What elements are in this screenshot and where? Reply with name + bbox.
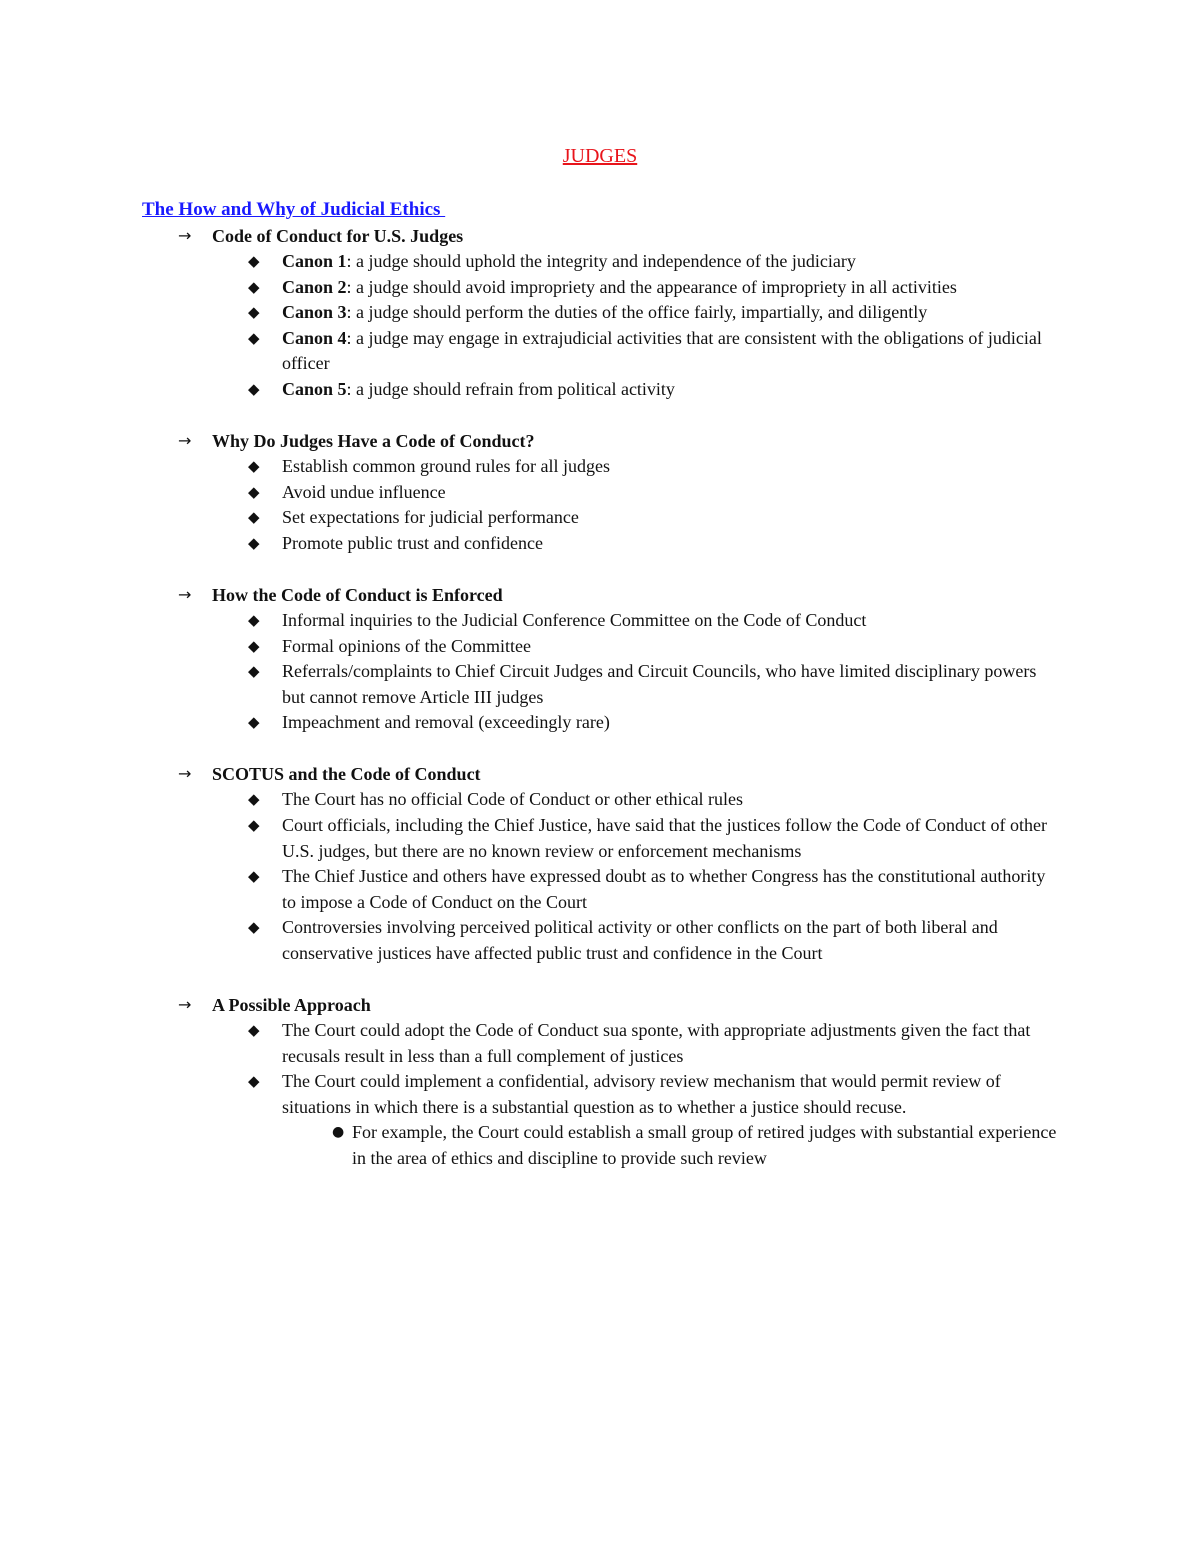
section-label [142, 223, 1062, 249]
diamond-bullet-icon: ◆ [248, 482, 260, 501]
list-item-text: Court officials, including the Chief Justice, have said that the justices follow the Code of Conduct of other U.S. judges, but there are no known review or enforcement mechanisms [282, 815, 1048, 861]
list-item-label: Canon 4 [282, 327, 347, 348]
diamond-bullet-icon: ◆ [248, 303, 260, 322]
list-item-text: Establish common ground rules for all judges [282, 456, 610, 477]
list-item [142, 275, 1062, 301]
section-label [142, 582, 1062, 608]
arrow-right-icon: → [178, 431, 192, 451]
list-item [142, 454, 1062, 480]
list-item-text: Informal inquiries to the Judicial Conference Committee on the Code of Conduct [282, 609, 867, 630]
diamond-bullet-icon: ◆ [248, 328, 260, 347]
diamond-bullet-icon: ◆ [248, 379, 260, 398]
list-item [142, 659, 1062, 710]
list-item-text: : a judge should refrain from political activity [346, 378, 675, 399]
list-item [142, 864, 1062, 915]
sub-list-item [142, 1120, 1062, 1171]
list-item [142, 249, 1062, 275]
diamond-bullet-icon: ◆ [248, 457, 260, 476]
diamond-bullet-icon: ◆ [248, 713, 260, 732]
section-label [142, 428, 1062, 454]
section-label-text: Why Do Judges Have a Code of Conduct? [212, 431, 535, 452]
list-item [142, 505, 1062, 531]
section-label-text: How the Code of Conduct is Enforced [212, 584, 503, 605]
outline-section [142, 428, 1062, 556]
arrow-right-icon: → [178, 584, 192, 604]
section-label [142, 992, 1062, 1018]
list-item [142, 480, 1062, 506]
arrow-right-icon: → [178, 226, 192, 245]
list-item [142, 300, 1062, 326]
list-item-text: The Court has no official Code of Conduct or other ethical rules [282, 789, 744, 810]
list-item [142, 813, 1062, 864]
outline-section [142, 223, 1062, 403]
arrow-right-icon: → [178, 995, 192, 1015]
dot-bullet-icon: ● [332, 1124, 345, 1141]
list-item-text: The Court could implement a confidential, advisory review mechanism that would permit review of situations in which there is a substantial question as to whether a justice should recuse. [282, 1071, 1001, 1117]
diamond-bullet-icon: ◆ [248, 277, 260, 296]
list-item [142, 326, 1062, 377]
diamond-bullet-icon: ◆ [248, 533, 260, 552]
outline-section [142, 761, 1062, 966]
list-item-text: Referrals/complaints to Chief Circuit Judges and Circuit Councils, who have limited disciplinary powers but cannot remove Article III judges [282, 661, 1037, 707]
section-label-text: A Possible Approach [212, 995, 371, 1016]
list-item [142, 531, 1062, 557]
list-item-text: : a judge may engage in extrajudicial activities that are consistent with the obligations of judicial officer [282, 327, 1042, 374]
list-item-text: : a judge should avoid impropriety and the appearance of impropriety in all activities [346, 276, 957, 297]
outline-list [142, 223, 1062, 1172]
list-item-text: Impeachment and removal (exceedingly rare) [282, 712, 610, 733]
list-item-text: Controversies involving perceived political activity or other conflicts on the part of both liberal and conservative justices have affected public trust and confidence in the Court [282, 917, 998, 963]
list-item-text: : a judge should uphold the integrity and independence of the judiciary [346, 251, 856, 271]
diamond-bullet-icon: ◆ [248, 918, 260, 937]
diamond-bullet-icon: ◆ [248, 508, 260, 527]
list-item-label: Canon 1 [282, 251, 347, 271]
list-item [142, 1018, 1062, 1069]
diamond-bullet-icon: ◆ [248, 662, 260, 681]
list-item-text: The Chief Justice and others have expressed doubt as to whether Congress has the constitutional authority to impose a Code of Conduct on the Court [282, 866, 1046, 912]
list-item-text: : a judge should perform the duties of the office fairly, impartially, and diligently [346, 302, 928, 323]
list-item [142, 915, 1062, 966]
section-heading-link[interactable]: The How and Why of Judicial Ethics [142, 199, 446, 220]
list-item [142, 1069, 1062, 1120]
diamond-bullet-icon: ◆ [248, 1021, 260, 1040]
diamond-bullet-icon: ◆ [248, 1072, 260, 1091]
list-item-text: The Court could adopt the Code of Conduct sua sponte, with appropriate adjustments given the fact that recusals result in less than a full complement of justices [282, 1020, 1031, 1066]
diamond-bullet-icon: ◆ [248, 636, 260, 655]
list-item [142, 608, 1062, 634]
list-item-label: Canon 2 [282, 276, 347, 297]
section-label-text: SCOTUS and the Code of Conduct [212, 764, 481, 785]
section-label [142, 761, 1062, 787]
outline-section [142, 992, 1062, 1172]
list-item-text: Formal opinions of the Committee [282, 635, 531, 656]
diamond-bullet-icon: ◆ [248, 790, 260, 809]
list-item-label: Canon 5 [282, 378, 347, 399]
list-item [142, 377, 1062, 403]
list-item-label: Canon 3 [282, 302, 347, 323]
diamond-bullet-icon: ◆ [248, 816, 260, 834]
diamond-bullet-icon: ◆ [248, 252, 260, 270]
diamond-bullet-icon: ◆ [248, 610, 260, 629]
document-title: JUDGES [562, 145, 638, 167]
list-item-text: Avoid undue influence [282, 481, 446, 502]
list-item [142, 710, 1062, 736]
outline-section [142, 582, 1062, 736]
arrow-right-icon: → [178, 764, 192, 784]
list-item [142, 787, 1062, 813]
list-item-text: Set expectations for judicial performance [282, 507, 579, 528]
list-item [142, 634, 1062, 660]
diamond-bullet-icon: ◆ [248, 867, 260, 886]
section-label-text: Code of Conduct for U.S. Judges [212, 226, 464, 246]
sub-list-item-text: For example, the Court could establish a small group of retired judges with substantial experience in the area of ethics and discipline to provide such review [352, 1122, 1057, 1169]
list-item-text: Promote public trust and confidence [282, 532, 543, 553]
